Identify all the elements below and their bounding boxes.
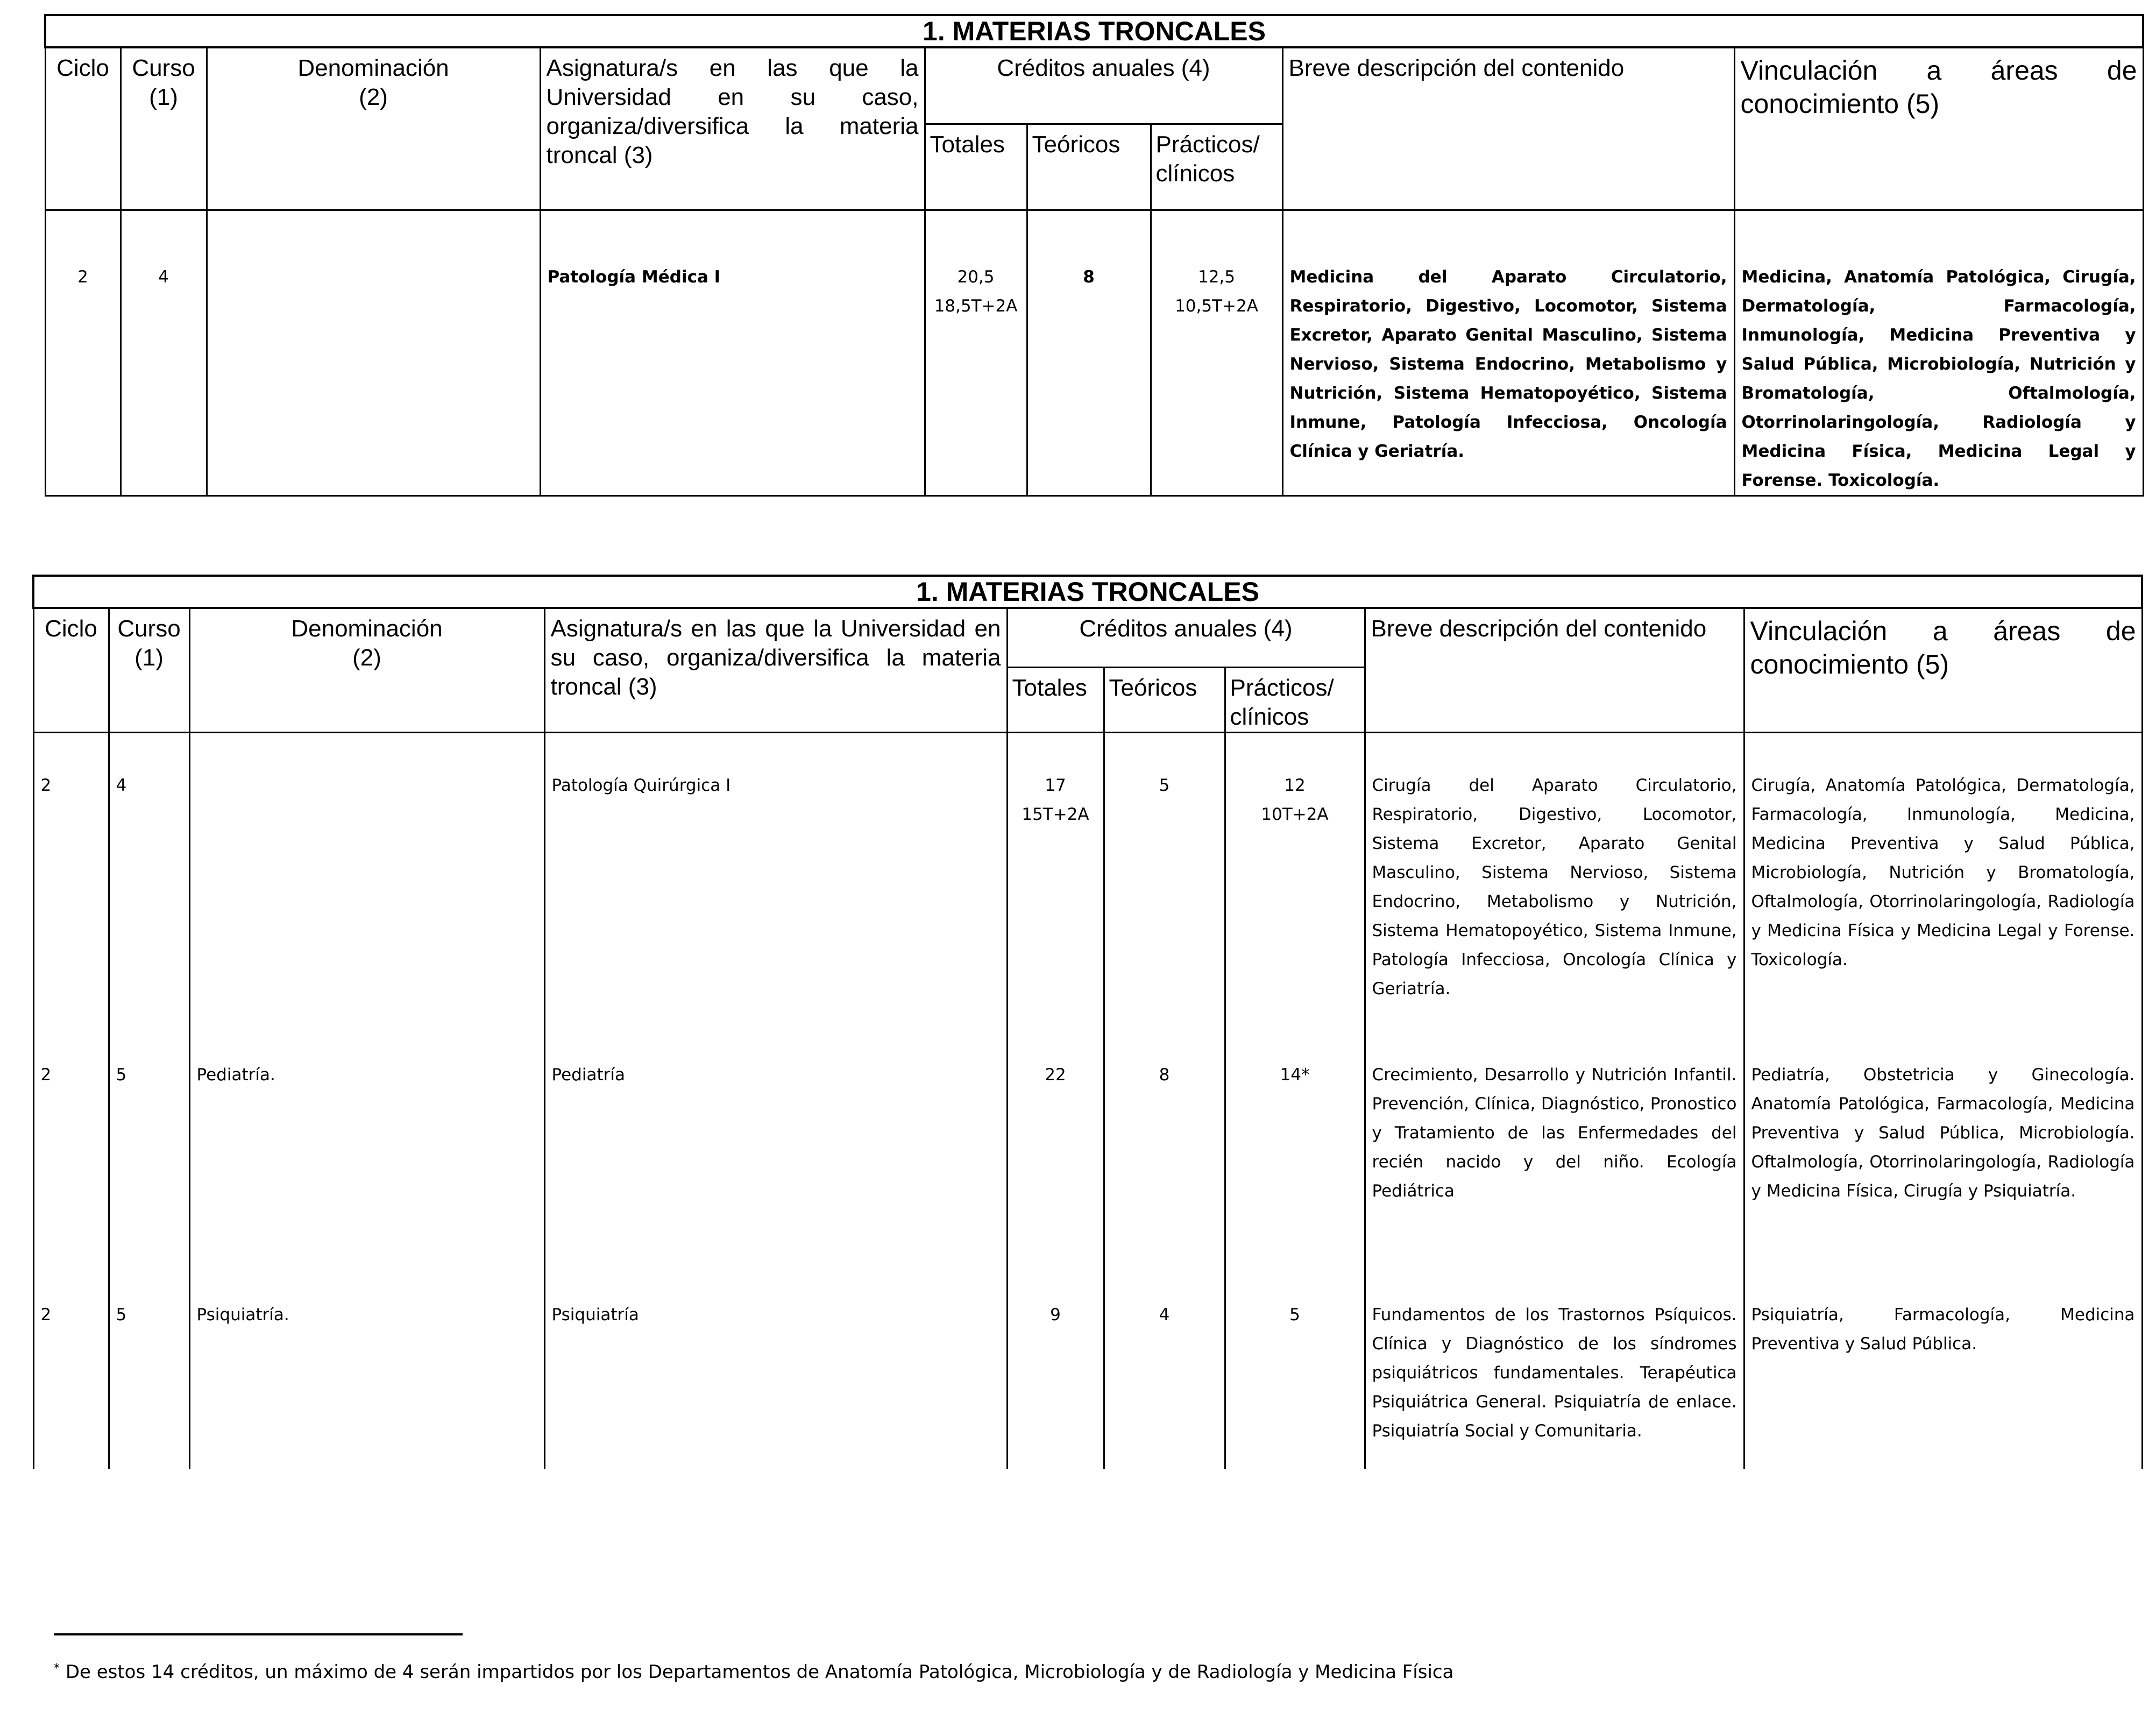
cell-totales: 9: [1007, 1263, 1104, 1469]
header-ciclo: Ciclo: [33, 608, 109, 732]
cell-curso: 5: [109, 1263, 189, 1469]
header-vinculacion-line2: conocimiento (5): [1750, 649, 1949, 679]
footnote-marker: *: [54, 1662, 60, 1675]
header-descripcion: Breve descripción del contenido: [1282, 47, 1734, 210]
cell-denominacion: Psiquiatría.: [189, 1263, 544, 1469]
cell-practicos: 5: [1225, 1263, 1365, 1469]
cell-practicos: 12,5 10,5T+2A: [1151, 210, 1282, 495]
cell-curso: 5: [109, 1023, 189, 1263]
header-practicos: Prácticos/ clínicos: [1151, 124, 1282, 210]
cell-descripcion: Fundamentos de los Trastornos Psíquicos. Clínica y Diagnóstico de los síndromes psiquiátricos fundamentales. Terapéutica Psiquiátrica General. Psiquiatría de enlace. Psiquiatría Social y Comunitaria.: [1365, 1263, 1744, 1469]
header-totales: Totales: [925, 124, 1027, 210]
cell-totales: 20,5 18,5T+2A: [925, 210, 1027, 495]
header-asignatura: Asignatura/s en las que la Universidad en su caso, organiza/diversifica la materia troncal (3): [544, 608, 1007, 732]
cell-asignatura: Patología Médica I: [540, 210, 925, 495]
header-vinculacion-line1: Vinculación a áreas de: [1740, 55, 2137, 86]
cell-vinculacion: Pediatría, Obstetricia y Ginecología. Anatomía Patológica, Farmacología, Medicina Preventiva y Salud Pública, Microbiología. Oftalmología, Otorrinolaringología, Radiología y Medicina Física, Cirugía y Psiquiatría.: [1744, 1023, 2142, 1263]
materias-troncales-table-1: [44, 14, 2144, 497]
header-vinculacion: [1744, 608, 2142, 732]
header-denominacion: Denominación (2): [207, 47, 540, 210]
cell-denominacion: [189, 732, 544, 1023]
header-descripcion: Breve descripción del contenido: [1365, 608, 1744, 732]
cell-vinculacion: Cirugía, Anatomía Patológica, Dermatología, Farmacología, Inmunología, Medicina, Medicina Preventiva y Salud Pública, Microbiología, Nutrición y Bromatología, Oftalmología, Otorrinolaringología, Radiología y Medicina Física y Medicina Legal y Forense. Toxicología.: [1744, 732, 2142, 1023]
table-title: 1. MATERIAS TRONCALES: [33, 576, 2142, 608]
header-ciclo: Ciclo: [45, 47, 120, 210]
table-row: [33, 732, 2142, 1023]
cell-practicos: 12 10T+2A: [1225, 732, 1365, 1023]
table-title: 1. MATERIAS TRONCALES: [45, 15, 2143, 47]
cell-ciclo: 2: [33, 1263, 109, 1469]
header-teoricos: Teóricos: [1027, 124, 1151, 210]
cell-totales: 22: [1007, 1023, 1104, 1263]
header-asignatura: Asignatura/s en las que la Universidad en su caso, organiza/diversifica la materia troncal (3): [540, 47, 925, 210]
table-row: [33, 1263, 2142, 1469]
footnote-text: De estos 14 créditos, un máximo de 4 serán impartidos por los Departamentos de Anatomía Patológica, Microbiología y de Radiología y Medicina Física: [65, 1661, 1454, 1683]
header-totales: Totales: [1007, 667, 1104, 732]
cell-ciclo: 2: [45, 210, 120, 495]
cell-asignatura: Pediatría: [544, 1023, 1007, 1263]
cell-descripcion: Crecimiento, Desarrollo y Nutrición Infantil. Prevención, Clínica, Diagnóstico, Pronostico y Tratamiento de las Enfermedades del recién nacido y del niño. Ecología Pediátrica: [1365, 1023, 1744, 1263]
cell-totales: 17 15T+2A: [1007, 732, 1104, 1023]
table-row: [33, 1023, 2142, 1263]
cell-descripcion: Cirugía del Aparato Circulatorio, Respiratorio, Digestivo, Locomotor, Sistema Excretor, Aparato Genital Masculino, Sistema Nervioso, Sistema Endocrino, Metabolismo y Nutrición, Sistema Hematopoyético, Sistema Inmune, Patología Infecciosa, Oncología Clínica y Geriatría.: [1365, 732, 1744, 1023]
header-vinculacion-line2: conocimiento (5): [1740, 89, 1940, 119]
cell-ciclo: 2: [33, 732, 109, 1023]
header-curso: Curso (1): [109, 608, 189, 732]
header-vinculacion: [1734, 47, 2143, 210]
cell-descripcion: Medicina del Aparato Circulatorio, Respiratorio, Digestivo, Locomotor, Sistema Excretor, Aparato Genital Masculino, Sistema Nervioso, Sistema Endocrino, Metabolismo y Nutrición, Sistema Hematopoyético, Sistema Inmune, Patología Infecciosa, Oncología Clínica y Geriatría.: [1282, 210, 1734, 495]
header-curso: Curso (1): [120, 47, 207, 210]
cell-vinculacion: Psiquiatría, Farmacología, Medicina Preventiva y Salud Pública.: [1744, 1263, 2142, 1469]
header-vinculacion-line1: Vinculación a áreas de: [1750, 616, 2136, 646]
footnote: [54, 1660, 1453, 1684]
cell-curso: 4: [109, 732, 189, 1023]
footnote-separator: [54, 1633, 463, 1635]
cell-vinculacion: Medicina, Anatomía Patológica, Cirugía, Dermatología, Farmacología, Inmunología, Medicina Preventiva y Salud Pública, Microbiología, Nutrición y Bromatología, Oftalmología, Otorrinolaringología, Radiología y Medicina Física, Medicina Legal y Forense. Toxicología.: [1734, 210, 2143, 495]
cell-ciclo: 2: [33, 1023, 109, 1263]
cell-teoricos: 4: [1104, 1263, 1225, 1469]
header-teoricos: Teóricos: [1104, 667, 1225, 732]
cell-asignatura: Patología Quirúrgica I: [544, 732, 1007, 1023]
cell-teoricos: 5: [1104, 732, 1225, 1023]
cell-denominacion: Pediatría.: [189, 1023, 544, 1263]
cell-asignatura: Psiquiatría: [544, 1263, 1007, 1469]
cell-practicos: 14*: [1225, 1023, 1365, 1263]
table-row: [45, 210, 2143, 495]
cell-denominacion: [207, 210, 540, 495]
header-practicos: Prácticos/ clínicos: [1225, 667, 1365, 732]
cell-teoricos: 8: [1104, 1023, 1225, 1263]
header-creditos-anuales: Créditos anuales (4): [925, 47, 1282, 124]
materias-troncales-table-2: [32, 575, 2143, 1469]
header-creditos-anuales: Créditos anuales (4): [1007, 608, 1365, 667]
cell-teoricos: 8: [1027, 210, 1151, 495]
cell-curso: 4: [120, 210, 207, 495]
header-denominacion: Denominación (2): [189, 608, 544, 732]
